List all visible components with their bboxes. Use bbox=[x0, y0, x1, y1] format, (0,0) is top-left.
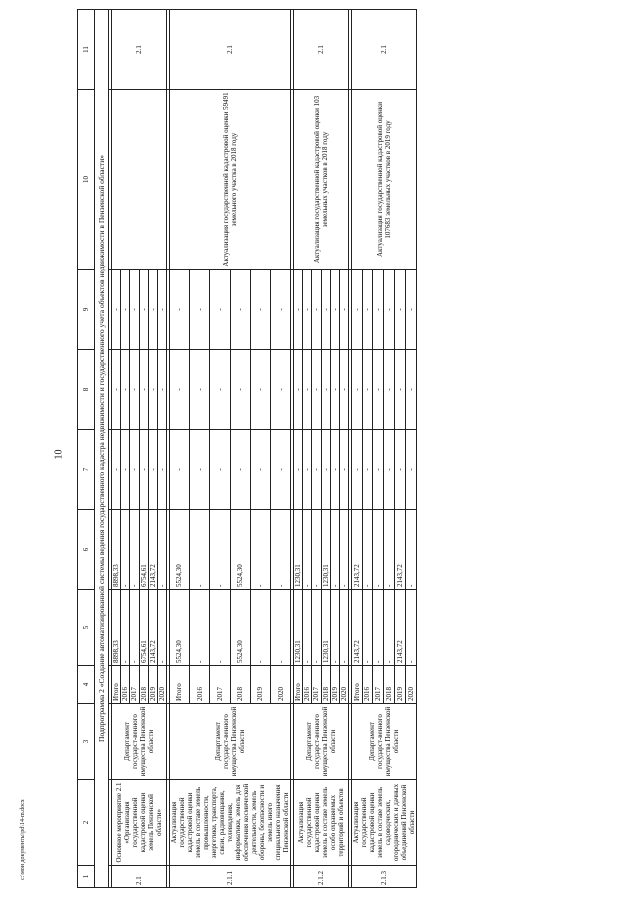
amount-federal: - bbox=[294, 430, 303, 510]
amount-regional: - bbox=[121, 510, 130, 590]
row-number: 2.1.1 bbox=[169, 866, 291, 888]
amount-local: - bbox=[294, 350, 303, 430]
amount-total: - bbox=[130, 590, 139, 666]
amount-regional: - bbox=[362, 510, 373, 590]
amount-local: - bbox=[395, 350, 406, 430]
table-row bbox=[294, 10, 303, 888]
amount-local: - bbox=[157, 350, 166, 430]
year-cell: 2016 bbox=[303, 666, 312, 704]
table-row bbox=[112, 10, 121, 888]
activity-name: Актуализация государственной кадастровой оценки земель в составе земель промышленности, энергетики, транспорта, связи, радиовещания, телевидения, информатики, земель для обеспечения космической деятельности, земель обороны, безопасности и земель иного специального назначения Пензенской области bbox=[169, 780, 291, 866]
amount-federal: - bbox=[121, 430, 130, 510]
executor: Департамент государст-венного имущества Пензенской области bbox=[112, 704, 166, 780]
year-cell: 2018 bbox=[384, 666, 395, 704]
amount-federal: - bbox=[189, 430, 209, 510]
amount-other: - bbox=[339, 270, 348, 350]
indicator-text: Актуализация государственной кадастровой оценки 103 земельных участков в 2018 году bbox=[294, 90, 348, 270]
amount-other: - bbox=[351, 270, 362, 350]
year-cell: 2020 bbox=[339, 666, 348, 704]
target-ref: 2.1 bbox=[112, 10, 166, 90]
year-cell: Итого bbox=[112, 666, 121, 704]
year-cell: 2019 bbox=[250, 666, 270, 704]
row-number: 2.1.3 bbox=[351, 866, 416, 888]
amount-federal: - bbox=[112, 430, 121, 510]
amount-regional: 2143,72 bbox=[351, 510, 362, 590]
amount-local: - bbox=[189, 350, 209, 430]
year-cell: 2018 bbox=[321, 666, 330, 704]
amount-federal: - bbox=[130, 430, 139, 510]
amount-local: - bbox=[330, 350, 339, 430]
year-cell: 2019 bbox=[330, 666, 339, 704]
footer-file-path: c:\мои документы\pd\14-m.docx bbox=[20, 799, 26, 880]
amount-regional: - bbox=[271, 510, 291, 590]
amount-local: - bbox=[121, 350, 130, 430]
amount-local: - bbox=[230, 350, 250, 430]
executor: Департамент государст-венного имущества Пензенской области bbox=[351, 704, 416, 780]
amount-federal: - bbox=[250, 430, 270, 510]
amount-other: - bbox=[312, 270, 321, 350]
amount-total: 6754,61 bbox=[139, 590, 148, 666]
amount-local: - bbox=[271, 350, 291, 430]
year-cell: 2019 bbox=[148, 666, 157, 704]
amount-total: 5524,30 bbox=[230, 590, 250, 666]
amount-total: - bbox=[362, 590, 373, 666]
amount-total: - bbox=[312, 590, 321, 666]
amount-federal: - bbox=[157, 430, 166, 510]
subprogram-title: Подпрограмма 2 «Создание автоматизированной системы ведения государственного кадастра недвижимости и государственного учета объектов недвижимости в Пензенской области» bbox=[95, 10, 109, 888]
amount-local: - bbox=[373, 350, 384, 430]
target-ref: 2.1 bbox=[351, 10, 416, 90]
amount-federal: - bbox=[339, 430, 348, 510]
amount-other: - bbox=[330, 270, 339, 350]
amount-other: - bbox=[189, 270, 209, 350]
column-number-row bbox=[78, 10, 95, 888]
column-number: 8 bbox=[78, 350, 95, 430]
amount-federal: - bbox=[271, 430, 291, 510]
amount-total: 8898,33 bbox=[112, 590, 121, 666]
amount-other: - bbox=[406, 270, 417, 350]
amount-federal: - bbox=[395, 430, 406, 510]
amount-local: - bbox=[169, 350, 189, 430]
amount-total: 2143,72 bbox=[395, 590, 406, 666]
amount-other: - bbox=[112, 270, 121, 350]
year-cell: 2018 bbox=[139, 666, 148, 704]
column-number: 5 bbox=[78, 590, 95, 666]
year-cell: Итого bbox=[351, 666, 362, 704]
amount-regional: 2143,72 bbox=[395, 510, 406, 590]
amount-total: - bbox=[189, 590, 209, 666]
amount-total: - bbox=[250, 590, 270, 666]
year-cell: 2016 bbox=[362, 666, 373, 704]
executor: Департамент государст-венного имущества Пензенской области bbox=[169, 704, 291, 780]
amount-total: - bbox=[121, 590, 130, 666]
amount-regional: 8898,33 bbox=[112, 510, 121, 590]
indicator-text: Актуализация государственной кадастровой оценки 59491 земельного участка в 2018 году bbox=[169, 90, 291, 270]
amount-local: - bbox=[112, 350, 121, 430]
amount-regional: 1230,31 bbox=[294, 510, 303, 590]
amount-regional: 6754,61 bbox=[139, 510, 148, 590]
amount-regional: - bbox=[303, 510, 312, 590]
amount-regional: 2143,72 bbox=[148, 510, 157, 590]
amount-local: - bbox=[321, 350, 330, 430]
table-row bbox=[351, 10, 362, 888]
year-cell: 2017 bbox=[373, 666, 384, 704]
amount-other: - bbox=[395, 270, 406, 350]
row-number: 2.1.2 bbox=[294, 866, 348, 888]
year-cell: 2020 bbox=[157, 666, 166, 704]
amount-total: 1230,31 bbox=[294, 590, 303, 666]
amount-other: - bbox=[303, 270, 312, 350]
amount-federal: - bbox=[351, 430, 362, 510]
year-cell: Итого bbox=[294, 666, 303, 704]
amount-total: - bbox=[271, 590, 291, 666]
amount-regional: 5524,30 bbox=[169, 510, 189, 590]
page-number: 10 bbox=[53, 449, 65, 460]
year-cell: 2018 bbox=[230, 666, 250, 704]
amount-regional: - bbox=[312, 510, 321, 590]
amount-other: - bbox=[384, 270, 395, 350]
amount-regional: 5524,30 bbox=[230, 510, 250, 590]
amount-local: - bbox=[139, 350, 148, 430]
activity-name: Актуализация государственной кадастровой оценки земель в составе земель садоводческих, огороднических и дачных объединений Пензенской области bbox=[351, 780, 416, 866]
year-cell: 2016 bbox=[121, 666, 130, 704]
amount-local: - bbox=[351, 350, 362, 430]
amount-other: - bbox=[362, 270, 373, 350]
amount-other: - bbox=[294, 270, 303, 350]
amount-other: - bbox=[121, 270, 130, 350]
amount-local: - bbox=[339, 350, 348, 430]
amount-total: - bbox=[210, 590, 230, 666]
amount-regional: - bbox=[339, 510, 348, 590]
column-number: 6 bbox=[78, 510, 95, 590]
amount-regional: - bbox=[189, 510, 209, 590]
column-number: 2 bbox=[78, 780, 95, 866]
amount-federal: - bbox=[362, 430, 373, 510]
amount-total: - bbox=[406, 590, 417, 666]
amount-regional: - bbox=[406, 510, 417, 590]
target-ref: 2.1 bbox=[169, 10, 291, 90]
column-number: 7 bbox=[78, 430, 95, 510]
amount-local: - bbox=[303, 350, 312, 430]
amount-total: - bbox=[384, 590, 395, 666]
amount-total: - bbox=[157, 590, 166, 666]
amount-local: - bbox=[130, 350, 139, 430]
amount-other: - bbox=[157, 270, 166, 350]
amount-other: - bbox=[321, 270, 330, 350]
table-row bbox=[169, 10, 189, 888]
amount-total: - bbox=[373, 590, 384, 666]
column-number: 3 bbox=[78, 704, 95, 780]
year-cell: 2017 bbox=[210, 666, 230, 704]
amount-federal: - bbox=[169, 430, 189, 510]
amount-federal: - bbox=[303, 430, 312, 510]
amount-regional: - bbox=[130, 510, 139, 590]
column-number: 11 bbox=[78, 10, 95, 90]
amount-regional: - bbox=[384, 510, 395, 590]
amount-federal: - bbox=[384, 430, 395, 510]
year-cell: 2020 bbox=[406, 666, 417, 704]
amount-regional: - bbox=[250, 510, 270, 590]
activity-name: Актуализация государственной кадастровой оценки земель в составе земель особо охраняемых территорий и объектов bbox=[294, 780, 348, 866]
row-number: 2.1 bbox=[112, 866, 166, 888]
amount-federal: - bbox=[230, 430, 250, 510]
amount-total: 1230,31 bbox=[321, 590, 330, 666]
executor: Департамент государст-венного имущества Пензенской области bbox=[294, 704, 348, 780]
year-cell: 2019 bbox=[395, 666, 406, 704]
amount-federal: - bbox=[148, 430, 157, 510]
amount-total: - bbox=[339, 590, 348, 666]
amount-federal: - bbox=[406, 430, 417, 510]
amount-local: - bbox=[312, 350, 321, 430]
amount-other: - bbox=[250, 270, 270, 350]
amount-other: - bbox=[230, 270, 250, 350]
amount-local: - bbox=[210, 350, 230, 430]
program-activities-table bbox=[77, 9, 417, 888]
amount-local: - bbox=[148, 350, 157, 430]
amount-local: - bbox=[406, 350, 417, 430]
amount-other: - bbox=[130, 270, 139, 350]
indicator-text: Актуализация государственной кадастровой оценки 107683 земельных участков в 2019 году bbox=[351, 90, 416, 270]
column-number: 4 bbox=[78, 666, 95, 704]
column-number: 1 bbox=[78, 866, 95, 888]
column-number: 10 bbox=[78, 90, 95, 270]
amount-total: - bbox=[330, 590, 339, 666]
amount-federal: - bbox=[321, 430, 330, 510]
amount-federal: - bbox=[373, 430, 384, 510]
year-cell: 2017 bbox=[130, 666, 139, 704]
amount-federal: - bbox=[330, 430, 339, 510]
year-cell: 2020 bbox=[271, 666, 291, 704]
amount-regional: - bbox=[210, 510, 230, 590]
amount-regional: - bbox=[330, 510, 339, 590]
amount-total: 2143,72 bbox=[351, 590, 362, 666]
amount-total: 2143,72 bbox=[148, 590, 157, 666]
year-cell: 2017 bbox=[312, 666, 321, 704]
amount-other: - bbox=[271, 270, 291, 350]
amount-other: - bbox=[210, 270, 230, 350]
amount-other: - bbox=[169, 270, 189, 350]
amount-local: - bbox=[362, 350, 373, 430]
amount-total: 5524,30 bbox=[169, 590, 189, 666]
amount-regional: - bbox=[157, 510, 166, 590]
amount-federal: - bbox=[139, 430, 148, 510]
amount-federal: - bbox=[312, 430, 321, 510]
amount-local: - bbox=[384, 350, 395, 430]
amount-other: - bbox=[139, 270, 148, 350]
subprogram-title-row bbox=[95, 10, 109, 888]
target-ref: 2.1 bbox=[294, 10, 348, 90]
activity-name: Основное мероприятие 2.1 «Организация государственной кадастровой оценки земель Пензенской области» bbox=[112, 780, 166, 866]
amount-other: - bbox=[148, 270, 157, 350]
amount-regional: - bbox=[373, 510, 384, 590]
amount-federal: - bbox=[210, 430, 230, 510]
amount-other: - bbox=[373, 270, 384, 350]
amount-total: - bbox=[303, 590, 312, 666]
year-cell: Итого bbox=[169, 666, 189, 704]
indicator-text bbox=[112, 90, 166, 270]
amount-regional: 1230,31 bbox=[321, 510, 330, 590]
amount-local: - bbox=[250, 350, 270, 430]
year-cell: 2016 bbox=[189, 666, 209, 704]
column-number: 9 bbox=[78, 270, 95, 350]
